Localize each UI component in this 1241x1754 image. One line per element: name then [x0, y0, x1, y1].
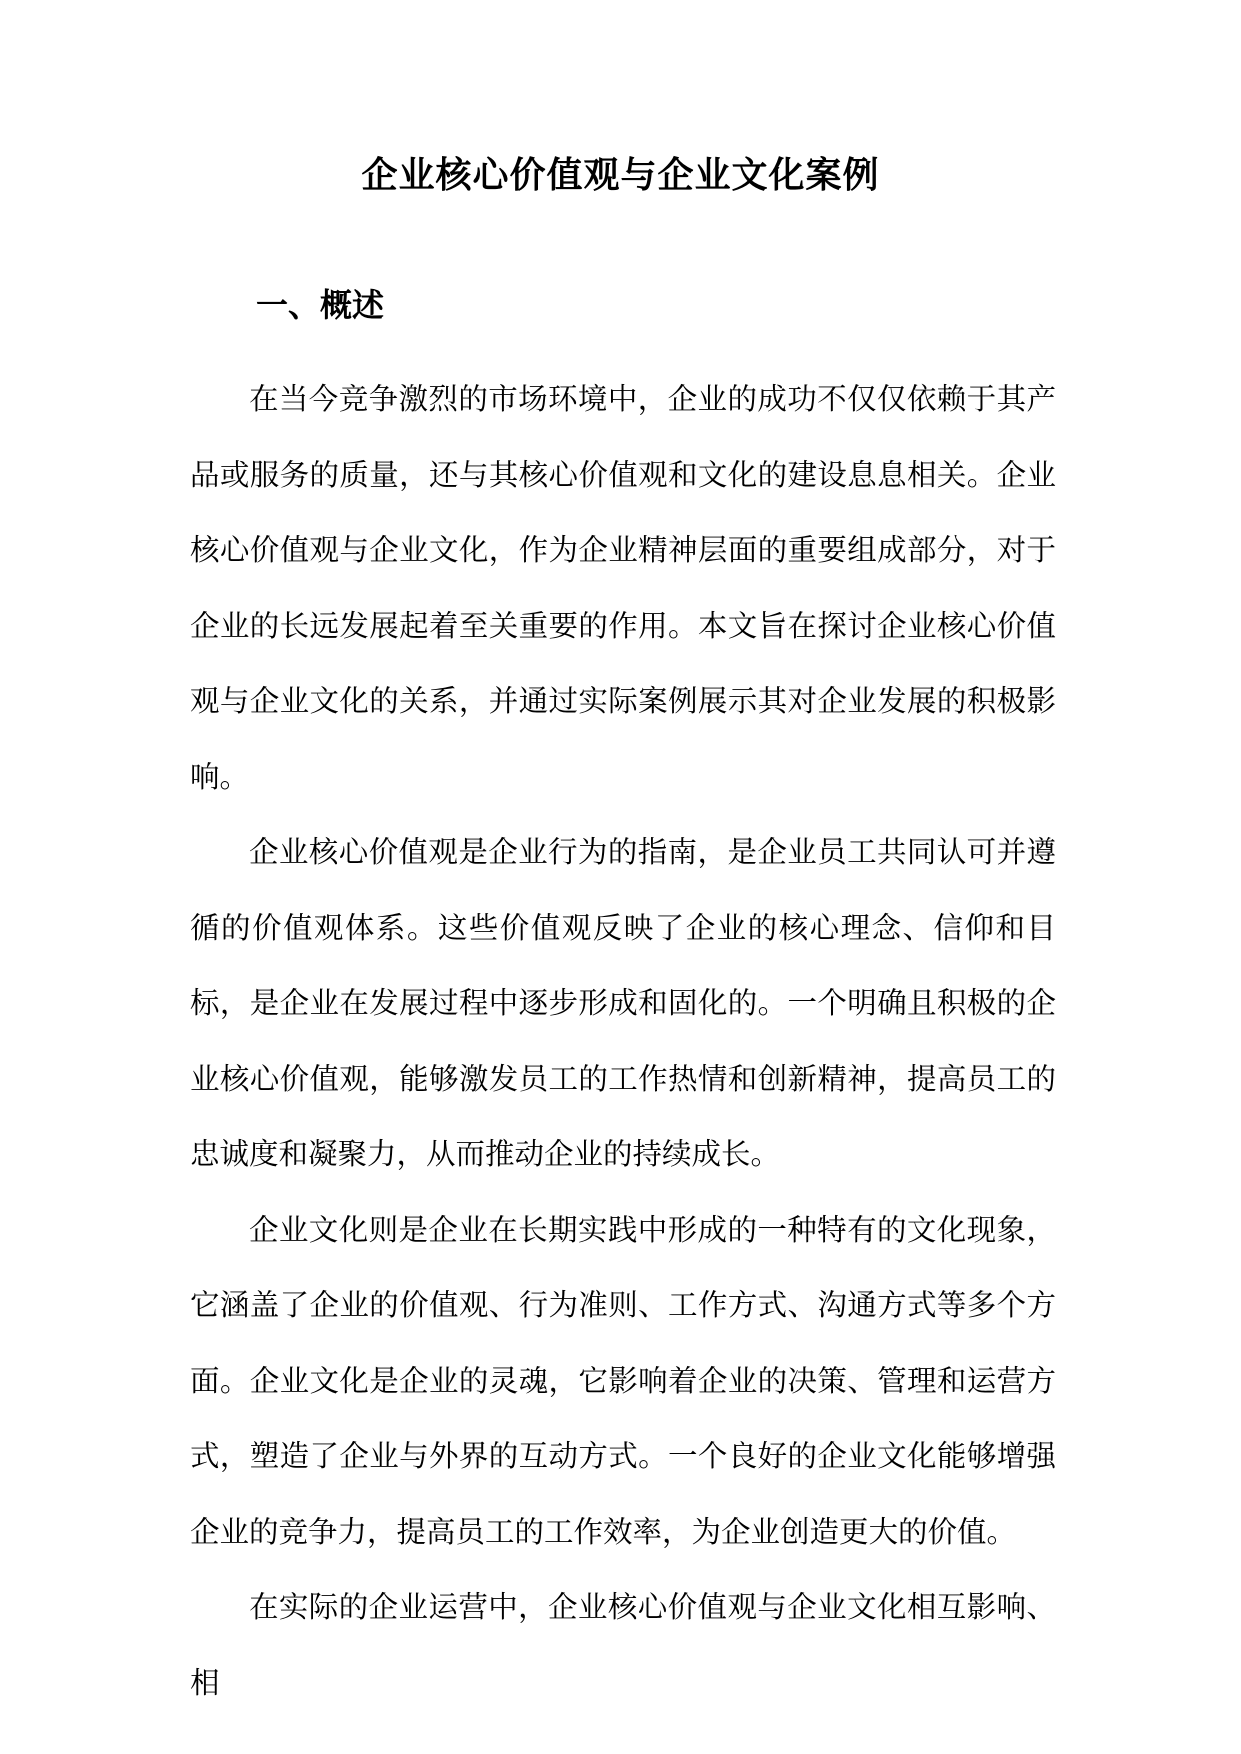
- document-title: 企业核心价值观与企业文化案例: [361, 155, 880, 196]
- paragraph: 企业核心价值观是企业行为的指南，是企业员工共同认可并遵循的价值观体系。这些价值观反映了企业的核心理念、信仰和目标，是企业在发展过程中逐步形成和固化的。一个明确且积极的企业核心价值观，能够激发员工的工作热情和创新精神，提高员工的忠诚度和凝聚力，从而推动企业的持续成长。: [190, 835, 1056, 1171]
- paragraph: 企业文化则是企业在长期实践中形成的一种特有的文化现象，它涵盖了企业的价值观、行为准则、工作方式、沟通方式等多个方面。企业文化是企业的灵魂，它影响着企业的决策、管理和运营方式，塑造了企业与外界的互动方式。一个良好的企业文化能够增强企业的竞争力，提高员工的工作效率，为企业创造更大的价值。: [190, 1212, 1056, 1549]
- paragraph: 在当今竞争激烈的市场环境中，企业的成功不仅仅依赖于其产品或服务的质量，还与其核心价值观和文化的建设息息相关。企业核心价值观与企业文化，作为企业精神层面的重要组成部分，对于企业的长远发展起着至关重要的作用。本文旨在探讨企业核心价值观与企业文化的关系，并通过实际案例展示其对企业发展的积极影响。: [190, 382, 1056, 794]
- section-heading: 一、概述: [256, 286, 385, 324]
- paragraph: 在实际的企业运营中，企业核心价值观与企业文化相互影响、相: [190, 1590, 1056, 1700]
- document-body: [190, 362, 1056, 1721]
